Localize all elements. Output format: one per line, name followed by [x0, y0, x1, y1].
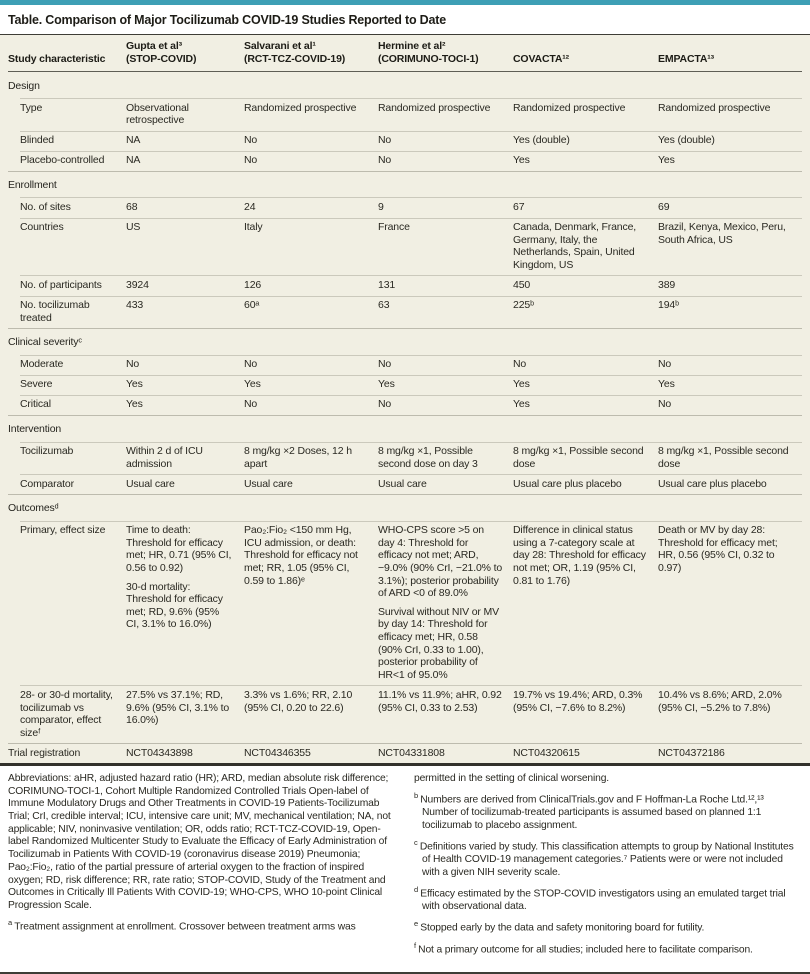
table-cell: [513, 102, 658, 127]
column-header-hermine: Hermine et al² (CORIMUNO-TOCI-1): [378, 40, 479, 65]
table-cell: [378, 524, 513, 681]
row-label: Countries: [20, 221, 64, 234]
row-label: Comparator: [20, 477, 74, 490]
footnote-text: [8, 773, 396, 913]
table-body: [8, 72, 802, 764]
table-cell: [244, 299, 378, 324]
table-cell: [513, 747, 658, 760]
table-cell: [126, 478, 244, 491]
table-cell: [126, 689, 244, 739]
footnote-f: [414, 940, 802, 957]
table-cell: [126, 102, 244, 127]
table-cell: [513, 378, 658, 391]
table-row: [8, 395, 802, 415]
cell-paragraph: 67: [513, 200, 525, 213]
cell-paragraph: NCT04372186: [658, 746, 725, 759]
footnote-marker: e: [414, 919, 421, 929]
table-row: [8, 521, 802, 686]
table-cell: [658, 689, 802, 739]
cell-paragraph: 8 mg/kg ×1, Possible second dose on day 3: [378, 445, 478, 470]
table-cell: [378, 747, 513, 760]
table-cell: [658, 279, 802, 292]
footnote-body: Numbers are derived from ClinicalTrials.gov and F Hoffman-La Roche Ltd.¹²,¹³ Number of tocilizumab-treated participants is assumed based on planned 1:1 tocilizumab to placebo assignment.: [420, 794, 764, 831]
table-cell: [513, 358, 658, 371]
footnote-body: Abbreviations: aHR, adjusted hazard ratio (HR); ARD, median absolute risk difference; CORIMUNO-TOCI-1, Cohort Multiple Randomized Controlled Trials Open-label of Immune Modulatory Drugs and Other Treatments in COVID-19 Patients-Tocilizumab Trial; CrI, credible interval; ICU, intensive care unit; MV, mechanical ventilation; NA, not applicable; NIV, noninvasive ventilation; OR, odds ratio; RCT-TCZ-COVID-19, Open-label Randomized Multicenter Study to Evaluate the Efficacy of Early Administration of Tocilizumab in Patients With COVID-19 (coronavirus disease 2019) Pneumonia; Pao₂:Fio₂, ratio of the partial pressure of arterial oxygen to the fraction of inspired oxygen; RD, risk difference; RR, rate ratio; STOP-COVID, Study of the Treatment and Outcomes in Critically Ill Patients With COVID-19; WHO-CPS, WHO 10-point Clinical Progression Scale.: [8, 772, 391, 911]
row-label: Trial registration: [8, 746, 81, 759]
table-cell: [244, 398, 378, 411]
table-cell: [658, 747, 802, 760]
table-cell: [244, 747, 378, 760]
table-cell: [244, 478, 378, 491]
cell-paragraph: Usual care plus placebo: [513, 477, 622, 490]
cell-paragraph: Yes (double): [658, 134, 715, 147]
footnote-body: Stopped early by the data and safety monitoring board for futility.: [420, 922, 705, 934]
cell-paragraph: NA: [126, 134, 141, 147]
footnote-body: Treatment assignment at enrollment. Crossover between treatment arms was: [14, 921, 356, 933]
footnote-body: permitted in the setting of clinical worsening.: [414, 772, 609, 784]
table-cell: [513, 689, 658, 739]
table-cell: [513, 221, 658, 271]
cell-paragraph: No: [126, 358, 140, 371]
section-header-label: Clinical severityᶜ: [8, 336, 82, 349]
table-cell: [378, 299, 513, 324]
row-label: No. of participants: [20, 278, 102, 291]
cell-paragraph: 19.7% vs 19.4%; ARD, 0.3% (95% CI, −7.6% to 8.2%): [513, 688, 643, 714]
table-cell: [513, 398, 658, 411]
table-cell: [513, 524, 658, 681]
table-row: [8, 218, 802, 276]
cell-paragraph: No: [378, 134, 392, 147]
table-cell: [244, 201, 378, 214]
cell-paragraph: Italy: [244, 221, 263, 234]
cell-paragraph: Survival without NIV or MV by day 14: Threshold for efficacy met; HR, 0.58 (90% CrI, 0.33 to 1.00), posterior probability of HR<1 of 95.0%: [378, 605, 499, 681]
table-cell: [658, 524, 802, 681]
cell-paragraph: Usual care: [244, 477, 293, 490]
section-header-label: Design: [8, 79, 40, 92]
cell-paragraph: No: [244, 358, 258, 371]
cell-paragraph: 389: [658, 278, 676, 291]
table-cell: [378, 358, 513, 371]
footnote-body: Definitions varied by study. This classification attempts to group by National Institutes of Health COVID-19 management categories.⁷ Patients were or were not included with a given NIH severity scale.: [419, 841, 794, 878]
table-cell: [378, 478, 513, 491]
cell-paragraph: Within 2 d of ICU admission: [126, 445, 203, 470]
table-cell: [378, 154, 513, 167]
table-cell: [244, 154, 378, 167]
table-cell: [244, 279, 378, 292]
cell-paragraph: 3.3% vs 1.6%; RR, 2.10 (95% CI, 0.20 to 22.6): [244, 688, 353, 714]
section-header-label: Enrollment: [8, 178, 57, 191]
cell-paragraph: NCT04343898: [126, 746, 193, 759]
row-label: No. tocilizumab treated: [20, 299, 90, 324]
footnotes: [0, 766, 810, 970]
table-cell: [126, 524, 244, 681]
table-row: [8, 743, 802, 763]
table-cell: [658, 358, 802, 371]
row-label: Blinded: [20, 134, 54, 147]
cell-paragraph: NCT04346355: [244, 746, 311, 759]
cell-paragraph: 194ᵇ: [658, 299, 679, 312]
cell-paragraph: NA: [126, 154, 141, 167]
column-header-empacta: EMPACTA¹³: [658, 52, 715, 65]
table-cell: [126, 201, 244, 214]
footnote-body: Not a primary outcome for all studies; included here to facilitate comparison.: [418, 944, 753, 956]
section-header-label: Outcomesᵈ: [8, 502, 59, 515]
table-cell: [658, 201, 802, 214]
table-cell: [378, 134, 513, 147]
table-row: [8, 442, 802, 475]
table-title: Table. Comparison of Major Tocilizumab COVID-19 Studies Reported to Date: [8, 13, 446, 27]
table-cell: [378, 201, 513, 214]
footnote-b: [414, 790, 802, 833]
table-cell: [513, 478, 658, 491]
table-cell: [513, 134, 658, 147]
footnote-marker: f: [414, 941, 419, 951]
cell-paragraph: 27.5% vs 37.1%; RD, 9.6% (95% CI, 3.1% to 16.0%): [126, 688, 230, 727]
footnote-body: Efficacy estimated by the STOP-COVID investigators using an emulated target trial with observational data.: [420, 888, 786, 913]
cell-paragraph: Yes: [658, 154, 675, 167]
table-cell: [658, 154, 802, 167]
cell-paragraph: Randomized prospective: [244, 101, 357, 114]
section-header-row: [8, 72, 802, 99]
cell-paragraph: 10.4% vs 8.6%; ARD, 2.0% (95% CI, −5.2% to 7.8%): [658, 688, 782, 714]
table-cell: [658, 221, 802, 271]
table-row: [8, 355, 802, 375]
table-cell: [126, 279, 244, 292]
table-cell: [513, 279, 658, 292]
table-cell: [513, 154, 658, 167]
table-cell: [658, 398, 802, 411]
column-header-gupta: Gupta et al³ (STOP-COVID): [126, 40, 197, 65]
table-cell: [244, 524, 378, 681]
table-cell: [658, 299, 802, 324]
table-cell: [126, 134, 244, 147]
cell-paragraph: 8 mg/kg ×1, Possible second dose: [658, 445, 789, 470]
cell-paragraph: 24: [244, 200, 256, 213]
cell-paragraph: No: [378, 358, 392, 371]
table-row: [8, 375, 802, 395]
cell-paragraph: Yes: [244, 378, 261, 391]
cell-paragraph: Randomized prospective: [378, 101, 491, 114]
table-row: [8, 151, 802, 171]
row-label: Type: [20, 101, 43, 114]
row-label: No. of sites: [20, 200, 71, 213]
table-cell: [244, 689, 378, 739]
cell-paragraph: Yes: [126, 378, 143, 391]
cell-paragraph: 11.1% vs 11.9%; aHR, 0.92 (95% CI, 0.33 to 2.53): [378, 688, 502, 714]
table-title-block: [0, 5, 810, 35]
row-label: Tocilizumab: [20, 445, 74, 457]
cell-paragraph: Difference in clinical status using a 7-category scale at day 28: Threshold for efficacy not met; OR, 1.19 (95% CI, 0.81 to 1.76): [513, 524, 646, 587]
section-header-label: Intervention: [8, 423, 62, 435]
cell-paragraph: 63: [378, 299, 390, 312]
cell-paragraph: Observational retrospective: [126, 101, 189, 127]
cell-paragraph: 3924: [126, 278, 149, 291]
cell-paragraph: 30-d mortality: Threshold for efficacy met; RD, 9.6% (95% CI, 3.1% to 16.0%): [126, 580, 223, 631]
table-cell: [378, 378, 513, 391]
table-cell: [244, 134, 378, 147]
section-header-row: [8, 494, 802, 521]
table-row: [8, 275, 802, 295]
cell-paragraph: Yes: [513, 378, 530, 391]
table-cell: [658, 378, 802, 391]
footnote-marker: d: [414, 885, 421, 895]
cell-paragraph: Pao₂:Fio₂ <150 mm Hg, ICU admission, or death: Threshold for efficacy not met; RR, 1.05 (95% CI, 0.59 to 1.86)ᵉ: [244, 524, 358, 587]
table-cell: [658, 445, 802, 470]
table-row: [8, 296, 802, 329]
cell-paragraph: France: [378, 221, 410, 234]
table-cell: [513, 299, 658, 324]
cell-paragraph: No: [378, 154, 392, 167]
cell-paragraph: Canada, Denmark, France, Germany, Italy, the Netherlands, Spain, United Kingdom, US: [513, 221, 637, 271]
cell-paragraph: 69: [658, 200, 670, 213]
cell-paragraph: Time to death: Threshold for efficacy met; HR, 0.71 (95% CI, 0.56 to 0.92): [126, 524, 232, 575]
footnotes-left-column: [8, 773, 396, 962]
table-cell: [378, 221, 513, 271]
column-header-covacta: COVACTA¹²: [513, 52, 570, 65]
column-header-salvarani: Salvarani et al¹ (RCT-TCZ-COVID-19): [244, 40, 346, 65]
cell-paragraph: No: [244, 154, 258, 167]
cell-paragraph: Randomized prospective: [513, 101, 626, 114]
footnote-c: [414, 837, 802, 880]
cell-paragraph: NCT04320615: [513, 746, 580, 759]
cell-paragraph: Yes: [658, 378, 675, 391]
cell-paragraph: NCT04331808: [378, 746, 445, 759]
footnote-d: [414, 884, 802, 914]
table-cell: [513, 445, 658, 470]
cell-paragraph: Yes: [513, 398, 530, 411]
row-label: Placebo-controlled: [20, 154, 105, 167]
footnotes-right-column: [414, 773, 802, 962]
cell-paragraph: Brazil, Kenya, Mexico, Peru, South Africa, US: [658, 221, 786, 246]
table-cell: [126, 299, 244, 324]
footnote-e: [414, 918, 802, 935]
table-cell: [378, 445, 513, 470]
table-cell: [126, 398, 244, 411]
table-cell: [126, 445, 244, 470]
table-cell: [126, 221, 244, 271]
cell-paragraph: 225ᵇ: [513, 299, 534, 312]
table-cell: [126, 154, 244, 167]
table-cell: [126, 358, 244, 371]
table-cell: [378, 398, 513, 411]
table-row: [8, 685, 802, 743]
cell-paragraph: No: [378, 398, 392, 411]
row-label: 28- or 30-d mortality, tocilizumab vs comparator, effect sizeᶠ: [20, 688, 113, 739]
section-header-row: [8, 415, 802, 442]
table-cell: [244, 445, 378, 470]
table-cell: [658, 102, 802, 127]
cell-paragraph: 68: [126, 200, 138, 213]
table-row: [8, 197, 802, 217]
cell-paragraph: Usual care plus placebo: [658, 477, 767, 490]
cell-paragraph: Yes (double): [513, 134, 570, 147]
table-cell: [378, 102, 513, 127]
cell-paragraph: Yes: [126, 398, 143, 411]
row-label: Critical: [20, 398, 51, 411]
cell-paragraph: No: [244, 134, 258, 147]
cell-paragraph: 60ᵃ: [244, 299, 260, 312]
cell-paragraph: No: [658, 358, 672, 371]
table-cell: [244, 221, 378, 271]
table-cell: [378, 279, 513, 292]
table-cell: [126, 747, 244, 760]
cell-paragraph: Death or MV by day 28: Threshold for efficacy met; HR, 0.56 (95% CI, 0.32 to 0.97): [658, 524, 778, 575]
table-row: [8, 98, 802, 131]
table-header-row: [8, 35, 802, 72]
cell-paragraph: Randomized prospective: [658, 101, 771, 114]
table-row: [8, 474, 802, 494]
row-label: Moderate: [20, 358, 64, 371]
cell-paragraph: Yes: [513, 154, 530, 167]
table-cell: [244, 358, 378, 371]
row-label: Severe: [20, 378, 53, 391]
cell-paragraph: Usual care: [378, 477, 427, 490]
footnote-a: [8, 917, 396, 934]
table-cell: [658, 134, 802, 147]
footnote-marker: c: [414, 838, 420, 848]
footnote-marker: a: [8, 918, 15, 928]
cell-paragraph: 126: [244, 278, 262, 291]
footnote-marker: b: [414, 791, 421, 801]
section-header-row: [8, 171, 802, 198]
cell-paragraph: No: [658, 398, 672, 411]
cell-paragraph: 8 mg/kg ×1, Possible second dose: [513, 445, 644, 470]
cell-paragraph: Usual care: [126, 477, 175, 490]
cell-paragraph: 433: [126, 299, 144, 312]
cell-paragraph: 9: [378, 200, 384, 213]
column-header-study-characteristic: Study characteristic: [8, 52, 106, 65]
table-row: [8, 131, 802, 151]
comparison-table: [0, 35, 810, 763]
table-cell: [513, 201, 658, 214]
table-cell: [658, 478, 802, 491]
cell-paragraph: 450: [513, 278, 531, 291]
table-cell: [244, 378, 378, 391]
cell-paragraph: WHO-CPS score >5 on day 4: Threshold for efficacy not met; ARD, −9.0% (90% CrI, −21.0% to 3.1%); posterior probability of ARD <0 of 89.0%: [378, 524, 503, 600]
table-cell: [126, 378, 244, 391]
cell-paragraph: 8 mg/kg ×2 Doses, 12 h apart: [244, 445, 352, 470]
row-label: Primary, effect size: [20, 524, 106, 537]
section-header-row: [8, 328, 802, 355]
footnote-text: [414, 773, 802, 786]
cell-paragraph: US: [126, 221, 141, 234]
cell-paragraph: Yes: [378, 378, 395, 391]
cell-paragraph: No: [244, 398, 258, 411]
cell-paragraph: No: [513, 358, 527, 371]
table-cell: [244, 102, 378, 127]
cell-paragraph: 131: [378, 278, 396, 291]
table-cell: [378, 689, 513, 739]
